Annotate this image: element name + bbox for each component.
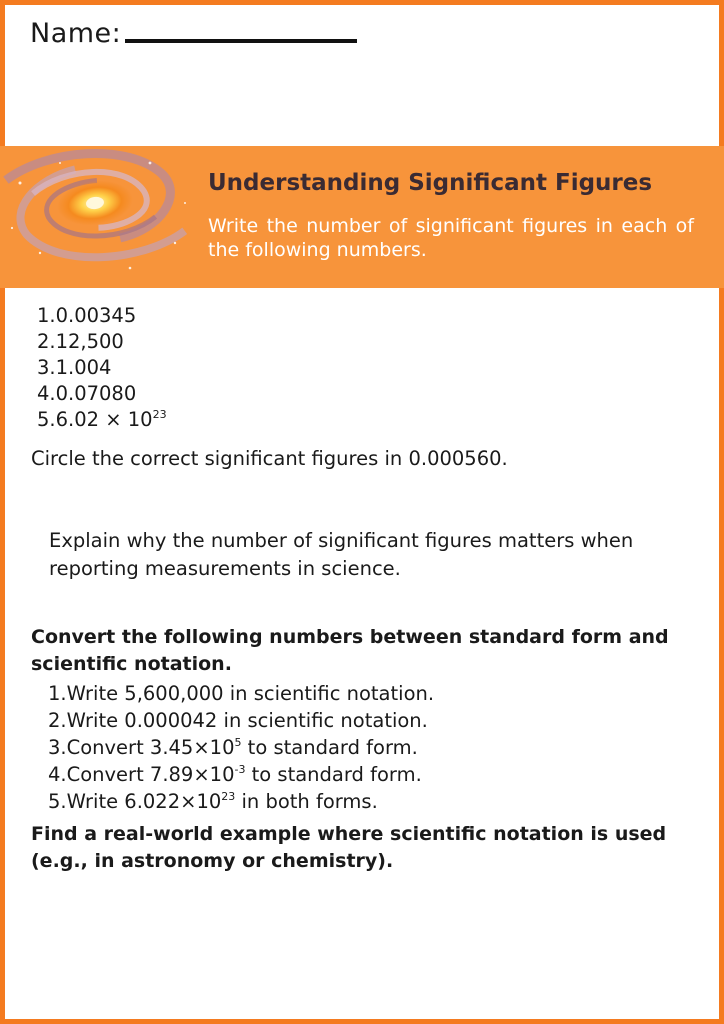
convert-list	[48, 680, 434, 815]
list-item: 1.0.00345	[37, 304, 137, 327]
sigfig-list	[37, 303, 167, 433]
list-item: 4.Convert $7.89\times 10^{-3}$ to standard form.	[48, 763, 422, 786]
list-item: 3.Convert $3.45\times 10^5$ to standard form.	[48, 736, 418, 759]
circle-question: Circle the correct significant figures in 0.000560.	[31, 447, 508, 470]
list-item: 4.0.07080	[37, 382, 137, 405]
list-item: 1.Write 5,600,000 in scientific notation.	[48, 682, 435, 705]
worksheet-title: Understanding Significant Figures	[208, 170, 653, 196]
name-label: Name:	[30, 18, 122, 49]
list-item: $5.6.02 \times 10^{23}$	[37, 408, 167, 431]
name-input-line[interactable]	[125, 39, 357, 43]
worksheet-instructions: Write the number of significant figures in each of the following numbers.	[208, 215, 694, 261]
galaxy-illustration	[0, 133, 200, 293]
list-item: 3.1.004	[37, 356, 112, 379]
list-item: 2.12,500	[37, 330, 124, 353]
list-item: 2.Write 0.000042 in scientific notation.	[48, 709, 428, 732]
realworld-question: Find a real-world example where scientific notation is used (e.g., in astronomy or chemistry).	[31, 823, 667, 872]
explain-question: Explain why the number of significant figures matters when reporting measurements in science.	[49, 529, 634, 580]
list-item: 5.Write $6.022\times 10^{23}$ in both forms.	[48, 790, 378, 813]
convert-heading: Convert the following numbers between standard form and scientific notation.	[31, 626, 669, 675]
